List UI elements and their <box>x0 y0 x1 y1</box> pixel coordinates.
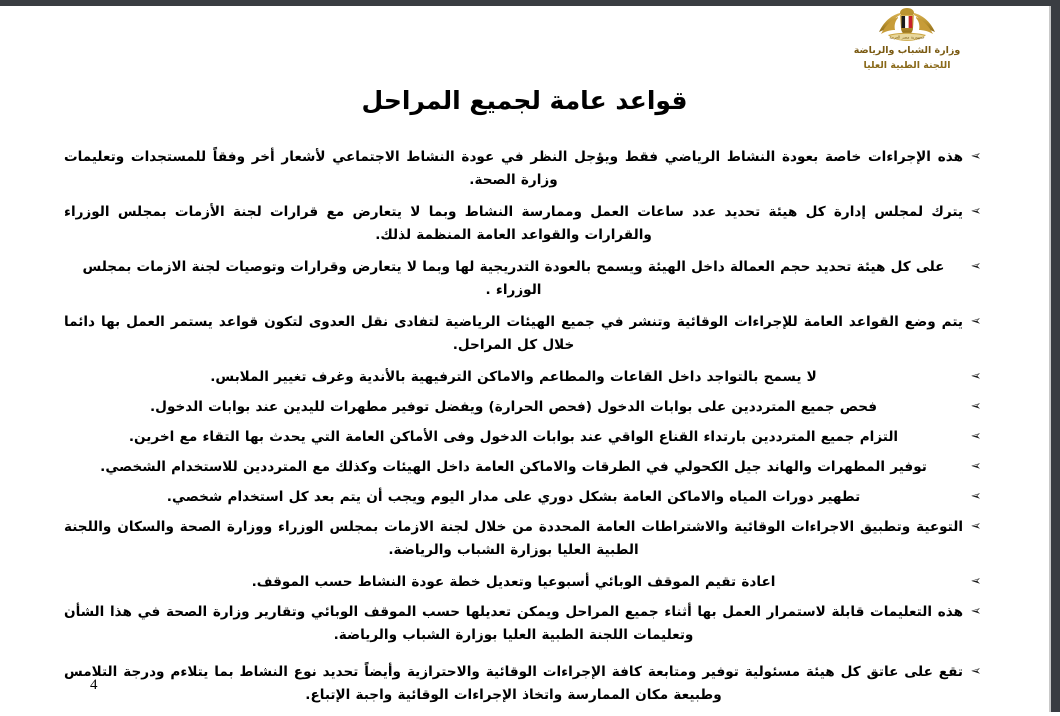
arrowhead-bullet-icon: ➢ <box>970 399 982 414</box>
arrowhead-bullet-icon: ➢ <box>970 204 982 219</box>
list-item-text: تقع على عاتق كل هيئة مسئولية توفير ومتابعة كافة الإجراءات الوقائية والاحترازية وأيضاً تحديد نوع النشاط بما يتلاءم ودرجة التلامس وطبيعة مكان الممارسة واتخاذ الإجراءات الوقائية واجبة الإتباع. <box>64 664 963 703</box>
arrowhead-bullet-icon: ➢ <box>970 259 982 274</box>
list-item <box>64 426 989 449</box>
list-item-text: فحص جميع المترددين على بوابات الدخول (فحص الحرارة) ويفضل توفير مطهرات لليدين عند بوابات الدخول. <box>149 399 878 415</box>
list-item <box>64 661 989 707</box>
viewer-right-frame <box>1051 0 1060 712</box>
list-item <box>64 456 989 479</box>
list-item <box>64 256 989 302</box>
list-item-text: لا يسمح بالتواجد داخل القاعات والمطاعم والاماكن الترفيهية بالأندية وغرف تغيير الملابس. <box>210 369 817 385</box>
list-item <box>64 486 989 509</box>
list-item <box>64 311 989 357</box>
list-item <box>64 201 989 247</box>
list-item <box>64 146 989 192</box>
viewer-top-bar <box>0 0 1060 6</box>
ministry-emblem-block <box>837 8 977 70</box>
rules-list <box>64 146 989 716</box>
ministry-name: وزارة الشباب والرياضة <box>853 45 961 56</box>
list-item <box>64 366 989 389</box>
list-item-text: تطهير دورات المياه والاماكن العامة بشكل دوري على مدار اليوم ويجب أن يتم بعد كل استخدام شخصي. <box>166 489 861 505</box>
page-title: قواعد عامة لجميع المراحل <box>361 86 688 115</box>
list-item-text: التزام جميع المترددين بارتداء القناع الواقي عند بوابات الدخول وفى الأماكن العامة التي يحدث بها التقاء مع اخرين. <box>128 429 899 445</box>
list-item-text: هذه التعليمات قابلة لاستمرار العمل بها أثناء جميع المراحل ويمكن تعديلها حسب الموقف الوبائي وتقارير وزارة الصحة في هذا الشأن وتعليمات اللجنة الطبية العليا بوزارة الشباب والرياضة. <box>64 604 963 643</box>
document-header <box>0 6 1049 78</box>
list-item-text: اعادة تقيم الموقف الوبائي أسبوعيا وتعديل خطة عودة النشاط حسب الموقف. <box>251 574 776 590</box>
arrowhead-bullet-icon: ➢ <box>970 369 982 384</box>
list-item-text: توفير المطهرات والهاند جيل الكحولي في الطرقات والاماكن العامة داخل الهيئات وكذلك مع المترددين للاستخدام الشخصي. <box>100 459 927 475</box>
document-page <box>0 6 1049 712</box>
arrowhead-bullet-icon: ➢ <box>970 149 982 164</box>
committee-name: اللجنة الطبية العليا <box>863 59 951 71</box>
egypt-eagle-of-saladin-icon <box>870 8 944 44</box>
arrowhead-bullet-icon: ➢ <box>970 664 982 679</box>
arrowhead-bullet-icon: ➢ <box>970 574 982 589</box>
arrowhead-bullet-icon: ➢ <box>970 459 982 474</box>
arrowhead-bullet-icon: ➢ <box>970 429 982 444</box>
arrowhead-bullet-icon: ➢ <box>970 489 982 504</box>
arrowhead-bullet-icon: ➢ <box>970 519 982 534</box>
list-item-text: يترك لمجلس إدارة كل هيئة تحديد عدد ساعات العمل وممارسة النشاط وبما لا يتعارض مع قرارات لجنة الأزمات بمجلس الوزراء والقرارات والقواعد العامة المنظمة لذلك. <box>64 204 963 243</box>
page-number: 4 <box>90 677 98 693</box>
list-item-text: يتم وضع القواعد العامة للإجراءات الوقائية وتنشر في جميع الهيئات الرياضية لتفادى نقل العدوى لتكون قواعد يستمر العمل بها دائما خلال كل المراحل. <box>64 314 963 353</box>
arrowhead-bullet-icon: ➢ <box>970 314 982 329</box>
list-item-text: على كل هيئة تحديد حجم العمالة داخل الهيئة ويسمح بالعودة التدريجية لها وبما لا يتعارض وقرارات وتوصيات لجنة الازمات بمجلس الوزراء . <box>82 259 945 298</box>
svg-text:جمهورية مصر العربية: جمهورية مصر العربية <box>889 34 925 40</box>
list-item-text: هذه الإجراءات خاصة بعودة النشاط الرياضي فقط ويؤجل النظر في عودة النشاط الاجتماعي لأشعار أخر وفقاً للمستجدات وتعليمات وزارة الصحة. <box>64 149 963 188</box>
list-item <box>64 601 989 647</box>
list-item <box>64 571 989 594</box>
list-item <box>64 516 989 562</box>
list-item <box>64 396 989 419</box>
arrowhead-bullet-icon: ➢ <box>970 604 982 619</box>
list-item-text: التوعية وتطبيق الاجراءات الوقائية والاشتراطات العامة المحددة من خلال لجنة الازمات بمجلس الوزراء ووزارة الصحة والسكان واللجنة الطبية العليا بوزارة الشباب والرياضة. <box>64 519 963 558</box>
